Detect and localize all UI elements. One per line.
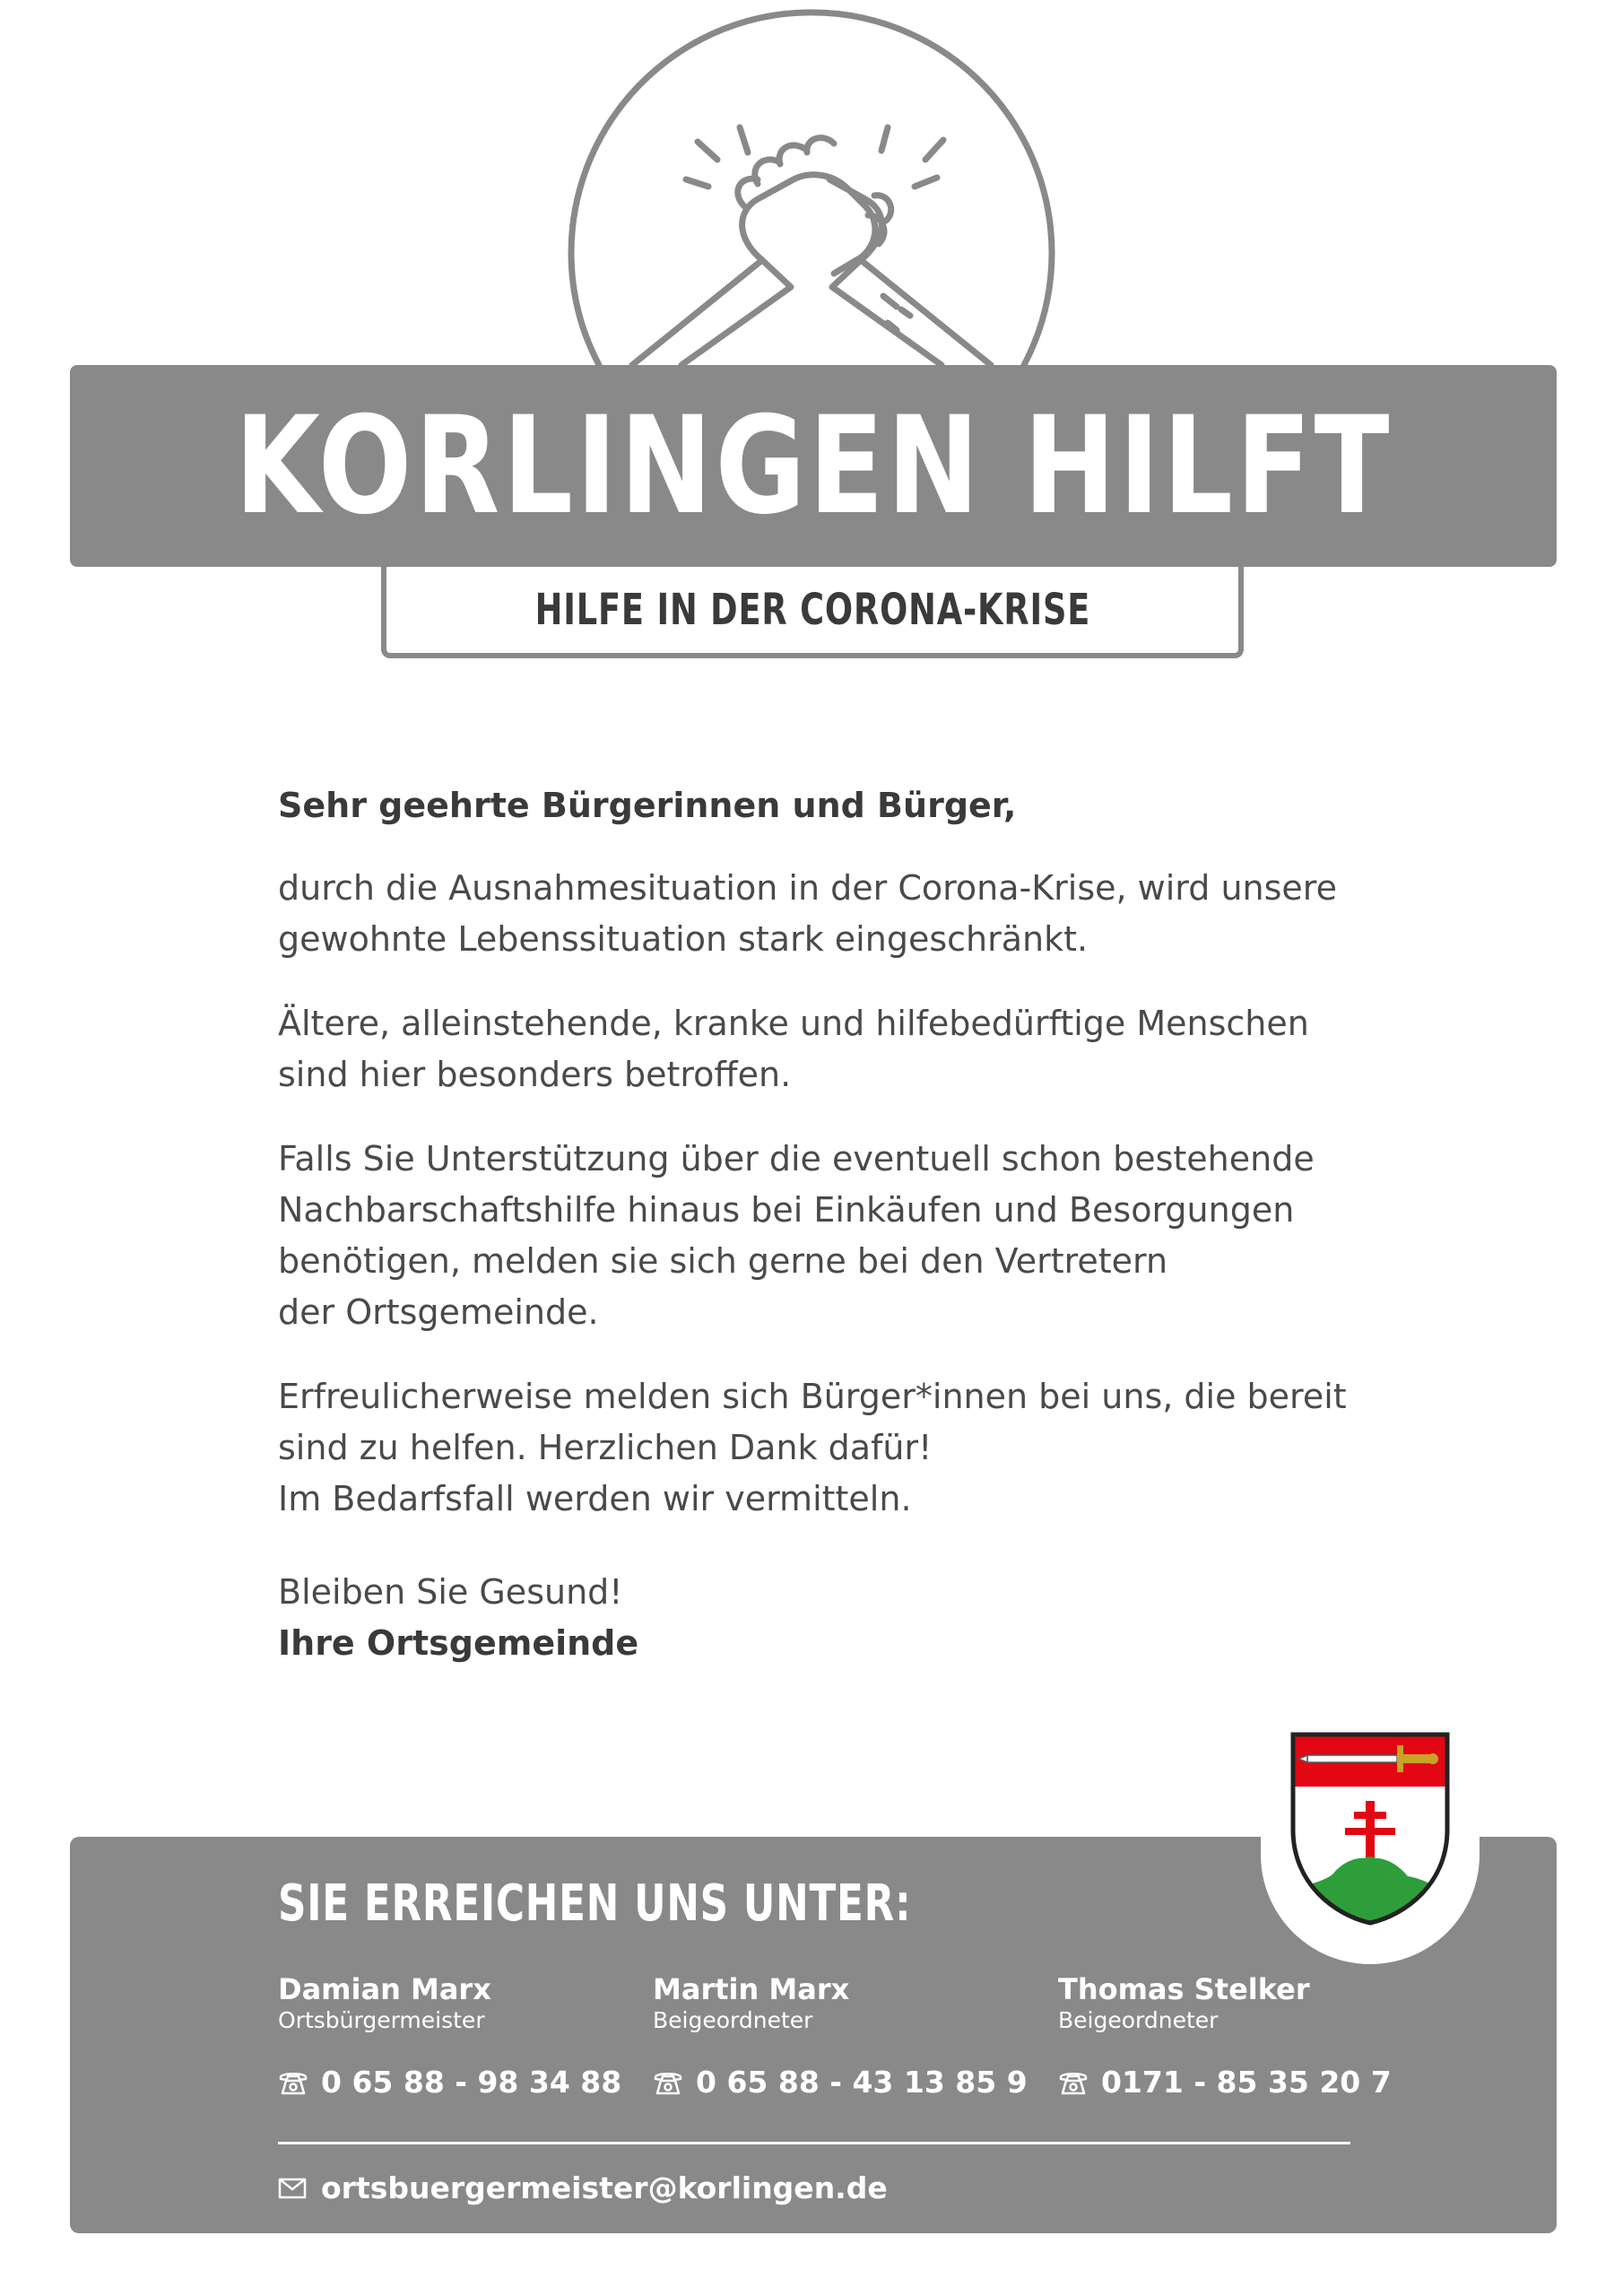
divider xyxy=(278,2142,1350,2144)
paragraph-4 xyxy=(278,1371,1372,1525)
crest-badge xyxy=(1261,1695,1480,1964)
paragraph-line: Im Bedarfsfall werden wir vermitteln. xyxy=(278,1479,912,1518)
paragraph-line: der Ortsgemeinde. xyxy=(278,1292,599,1332)
paragraph-line: Ältere, alleinstehende, kranke und hilfebedürftige Menschen xyxy=(278,1004,1309,1043)
paragraph-line: Falls Sie Unterstützung über die eventuell schon bestehende xyxy=(278,1139,1315,1178)
paragraph-line: Erfreulicherweise melden sich Bürger*innen bei uns, die bereit xyxy=(278,1377,1347,1416)
paragraph-line: durch die Ausnahmesituation in der Corona-Krise, wird unsere xyxy=(278,868,1337,908)
phone-number: 0 65 88 - 43 13 85 9 xyxy=(696,2065,1028,2100)
contact-role: Beigeordneter xyxy=(1058,2007,1219,2033)
contact-role: Ortsbürgermeister xyxy=(278,2007,485,2033)
phone-number: 0171 - 85 35 20 7 xyxy=(1101,2065,1392,2100)
contact-name: Damian Marx xyxy=(278,1972,491,2006)
contact-name: Martin Marx xyxy=(653,1972,850,2006)
coat-of-arms xyxy=(1289,1731,1451,1928)
contact-name: Thomas Stelker xyxy=(1058,1972,1310,2006)
paragraph-1 xyxy=(278,863,1372,965)
phone-number: 0 65 88 - 98 34 88 xyxy=(321,2065,622,2100)
paragraph-2 xyxy=(278,998,1372,1100)
paragraph-line: benötigen, melden sie sich gerne bei den Vertretern xyxy=(278,1241,1168,1281)
contact-card xyxy=(278,1971,621,2100)
contact-heading: SIE ERREICHEN UNS UNTER: xyxy=(278,1874,912,1933)
title-band xyxy=(70,365,1557,567)
paragraph-3 xyxy=(278,1134,1372,1338)
contact-card xyxy=(1058,1971,1392,2100)
email-link[interactable] xyxy=(278,2170,888,2205)
contact-phone[interactable] xyxy=(653,2065,1028,2100)
contact-phone[interactable] xyxy=(278,2065,621,2100)
phone-icon xyxy=(1058,2069,1089,2096)
subtitle-box xyxy=(381,567,1244,658)
letter-body xyxy=(278,780,1372,1669)
greeting: Sehr geehrte Bürgerinnen und Bürger, xyxy=(278,786,1017,825)
paragraph-line: sind zu helfen. Herzlichen Dank dafür! xyxy=(278,1428,933,1467)
closing: Bleiben Sie Gesund! xyxy=(278,1572,623,1612)
page-subtitle: HILFE IN DER CORONA-KRISE xyxy=(534,585,1090,635)
contact-role: Beigeordneter xyxy=(653,2007,813,2033)
paragraph-line: Nachbarschaftshilfe hinaus bei Einkäufen und Besorgungen xyxy=(278,1190,1295,1230)
logo-circle xyxy=(571,13,1052,365)
email-address: ortsbuergermeister@korlingen.de xyxy=(321,2170,888,2205)
contact-phone[interactable] xyxy=(1058,2065,1392,2100)
handshake-icon xyxy=(632,138,991,365)
page-title: KORLINGEN HILFT xyxy=(234,387,1393,544)
phone-icon xyxy=(653,2069,683,2096)
paragraph-line: sind hier besonders betroffen. xyxy=(278,1055,792,1094)
paragraph-line: gewohnte Lebenssituation stark eingeschränkt. xyxy=(278,919,1089,959)
mail-icon xyxy=(278,2178,307,2199)
contact-card xyxy=(653,1971,1028,2100)
signature: Ihre Ortsgemeinde xyxy=(278,1623,639,1663)
phone-icon xyxy=(278,2069,308,2096)
